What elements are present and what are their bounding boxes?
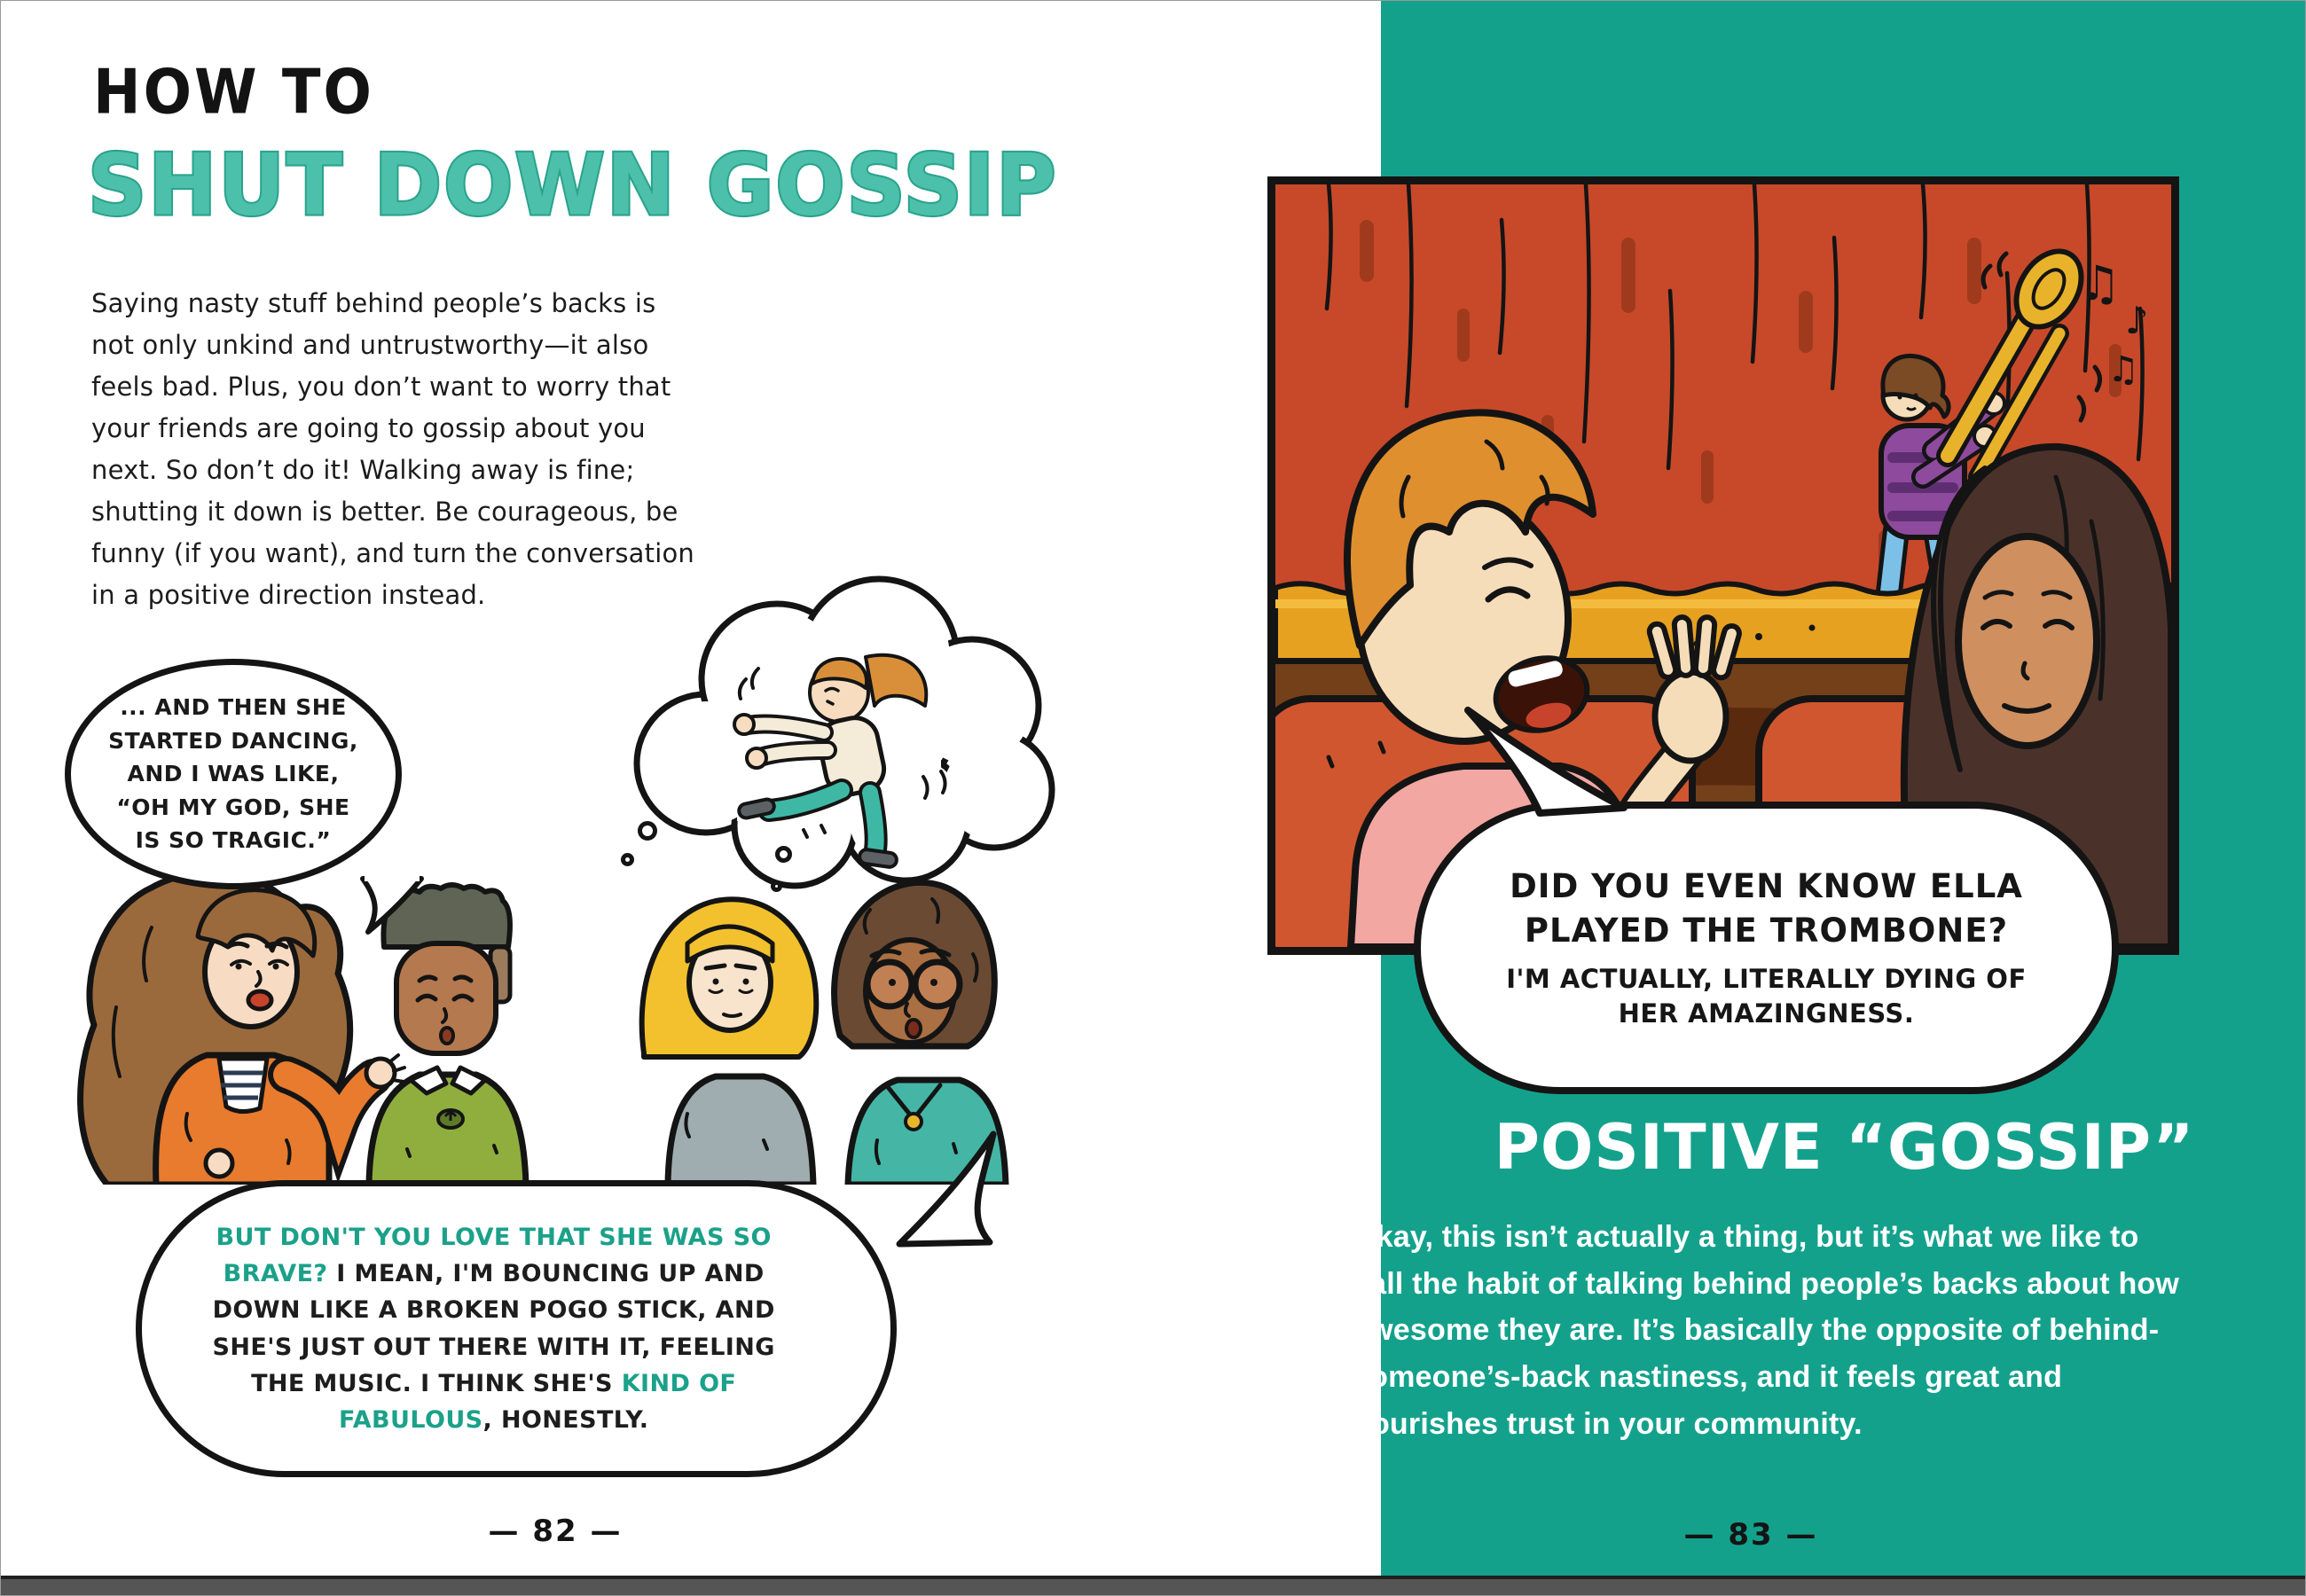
reply-teal-lead: BUT DON'T YOU LOVE THAT SHE WAS SO BRAVE? [216,1224,772,1288]
music-note-icon: ♪ [2125,299,2149,342]
thought-dot [638,821,657,841]
book-edge-shadow [1,1579,2306,1595]
page-number-82: — 82 — [488,1514,623,1549]
thought-dot [771,880,782,892]
positive-gossip-heading: POSITIVE “GOSSIP” [1494,1111,2195,1184]
thought-cloud-illustration [613,573,1056,896]
thought-dot [621,853,634,866]
reply-speech-bubble [136,1180,897,1477]
intro-paragraph: Saying nasty stuff behind people’s backs is not only unkind and untrustworthy—it also feels bad. Plus, you don’t want to worry that your friends are going to gossip about you next. So don’t do it! Walking away is fine; shutting it down is better. Be courageous, be funny (if you want), and turn the conversation in a positive direction instead. [91,288,694,610]
kicker-how-to: HOW TO [93,58,374,129]
reply-bubble-tail [875,1125,1008,1249]
reply-black-mid: I MEAN, I'M BOUNCING UP AND DOWN LIKE A BROKEN POGO STICK, AND SHE'S JUST OUT THERE WITH IT, FEELING THE MUSIC. I THINK SHE'S [212,1260,775,1397]
page-number-83: — 83 — [1683,1517,1818,1553]
reply-black-end: , HONESTLY. [482,1405,649,1434]
listener-blonde-girl-illustration [642,899,817,1185]
ella-bubble-tail [1455,701,1642,817]
gossip-bubble-tail [354,875,434,939]
reply-speech-text [187,1219,801,1437]
music-note-icon: ♫ [2078,255,2122,311]
gossip-speech-text: ... AND THEN SHE STARTED DANCING, AND I WAS LIKE, “OH MY GOD, SHE IS SO TRAGIC.” [108,694,358,854]
page-title: SHUT DOWN GOSSIP [88,136,1058,235]
positive-gossip-body: Okay, this isn’t actually a thing, but it’s what we like to call the habit of talking behind people’s backs about how awesome they are. It’s basically the opposite of behind-someone’s-back nastiness, and it feels great and nourishes trust in your community. [1353,1220,2180,1441]
ella-speech-bubble [1414,802,2119,1094]
gossip-speech-bubble [65,659,402,889]
music-note-icon: ♫ [2107,349,2139,390]
ella-bubble-line1: DID YOU EVEN KNOW ELLA PLAYED THE TROMBONE? [1510,866,2023,950]
ella-bubble-line2: I'M ACTUALLY, LITERALLY DYING OF HER AMAZINGNESS. [1506,963,2027,1029]
reply-teal-phrase: KIND OF FABULOUS [338,1369,737,1434]
thought-dot [775,846,792,863]
